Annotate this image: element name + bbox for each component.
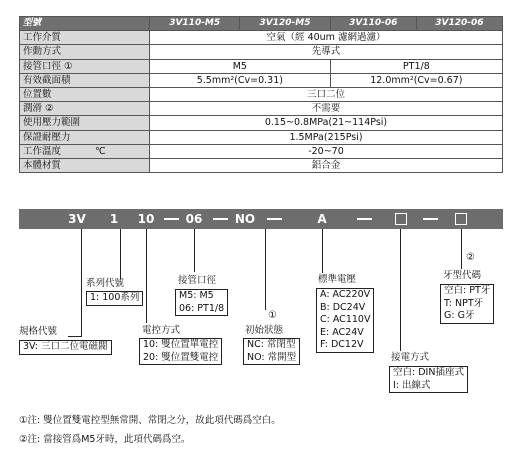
code-part-initial: NO [234,212,256,226]
table-row [20,102,503,116]
row-label: 本體材質 [20,158,150,172]
table-row [20,87,503,101]
series-box [86,291,143,306]
connector-line [400,229,401,351]
row-value: 0.15~0.8MPa(21~114Psi) [150,116,503,130]
row-label: 潤滑 ② [20,102,150,116]
table-header-row [20,17,503,31]
connector-line [120,229,121,279]
port-option: 06: PT1/8 [179,302,225,314]
code-slot-connect [395,213,407,225]
control-option: 20: 雙位置雙電控 [143,351,219,363]
table-row [20,31,503,45]
code-dash [267,218,282,220]
table-row [20,45,503,59]
header-col: 3V110-06 [330,17,416,31]
table-row [20,59,503,73]
header-col: 3V120-M5 [240,17,330,31]
voltage-option: F: DC12V [320,339,364,350]
initial-box [243,338,300,365]
code-part-series: 1 [109,212,119,226]
row-value: 12.0mm²(Cv=0.67) [330,73,502,87]
row-label: 工作溫度 ℃ [20,144,150,158]
connector-line [461,229,462,269]
row-label: 工作介質 [20,31,150,45]
row-value: PT1/8 [330,59,502,73]
row-label: 位置數 [20,87,150,101]
voltage-title: 標準電壓 [318,274,357,285]
thread-title: 牙型代碼 [443,270,482,281]
control-box [139,338,222,365]
connector-line [322,229,323,273]
initial-title: 初始狀態 [245,325,284,336]
row-value: 鋁合金 [150,158,503,172]
connector-line [194,229,195,272]
row-value: -20~70 [150,144,503,158]
row-value: 不需要 [150,102,503,116]
thread-option: T: NPT牙 [444,297,484,309]
port-title: 接管口徑 [178,275,217,286]
header-model: 型號 [20,17,150,31]
thread-box [440,284,494,324]
code-dash [164,218,179,220]
thread-option: G: G牙 [444,310,475,321]
initial-option: NO: 常開型 [247,351,297,363]
voltage-option: B: DC24V [320,301,366,313]
connect-box [389,366,468,393]
port-box [175,289,228,316]
row-value: 三口二位 [150,87,503,101]
port-option: M5: M5 [179,290,214,301]
control-option: 10: 雙位置單電控 [143,339,219,350]
control-title: 電控方式 [142,325,181,336]
code-dash [357,218,372,220]
row-label: 有效截面積 [20,73,150,87]
order-code-bar [19,209,503,229]
connector-line [146,229,147,323]
series-title: 系列代號 [86,278,125,289]
row-value: M5 [150,59,331,73]
row-value: 1.5MPa(215Psi) [150,130,503,144]
note-1-mark: ① [268,310,277,321]
connect-title: 接電方式 [391,352,430,363]
spec-option: 3V: 三口二位電磁閥 [23,341,108,352]
row-label: 接管口徑 ① [20,59,150,73]
initial-option: NC: 常閉型 [247,339,296,350]
row-label: 保證耐壓力 [20,130,150,144]
row-label: 作動方式 [20,45,150,59]
table-row [20,73,503,87]
header-col: 3V120-06 [416,17,502,31]
connect-option: I: 出線式 [393,379,431,391]
row-value: 空氣（經 40um 濾網過濾） [150,31,503,45]
temperature-unit: ℃ [95,145,106,157]
code-part-control: 10 [137,212,155,226]
connector-line [68,336,82,337]
code-dash [423,218,438,220]
note-2-mark: ② [466,252,475,263]
voltage-option: A: AC220V [320,289,371,300]
code-part-series-type: 3V [68,212,86,226]
row-value: 5.5mm²(Cv=0.31) [150,73,331,87]
footnote-1: ①注: 雙位置雙電控型無常開、常閉之分，故此項代碼爲空白。 [19,415,281,426]
code-part-port: 06 [185,212,203,226]
voltage-option: E: AC24V [320,326,364,338]
voltage-box [316,288,374,353]
voltage-option: C: AC110V [320,314,371,325]
table-row [20,144,503,158]
spec-title: 規格代號 [19,326,58,337]
spec-box [19,340,112,355]
row-label: 使用壓力範圍 [20,116,150,130]
connector-line [265,229,266,310]
table-row [20,116,503,130]
connector-line [81,229,82,336]
code-part-voltage: A [317,212,327,226]
row-value: 先導式 [150,45,503,59]
header-col: 3V110-M5 [150,17,240,31]
series-option: 1: 100系列 [90,292,140,303]
code-dash [213,218,228,220]
thread-option: 空白: PT牙 [444,285,491,296]
table-row [20,130,503,144]
code-slot-thread [455,213,467,225]
spec-table [19,16,503,173]
table-row [20,158,503,172]
connect-option: 空白: DIN插座式 [393,367,464,378]
footnote-2: ②注: 當接管爲M5牙時，此項代碼爲空。 [19,434,191,445]
